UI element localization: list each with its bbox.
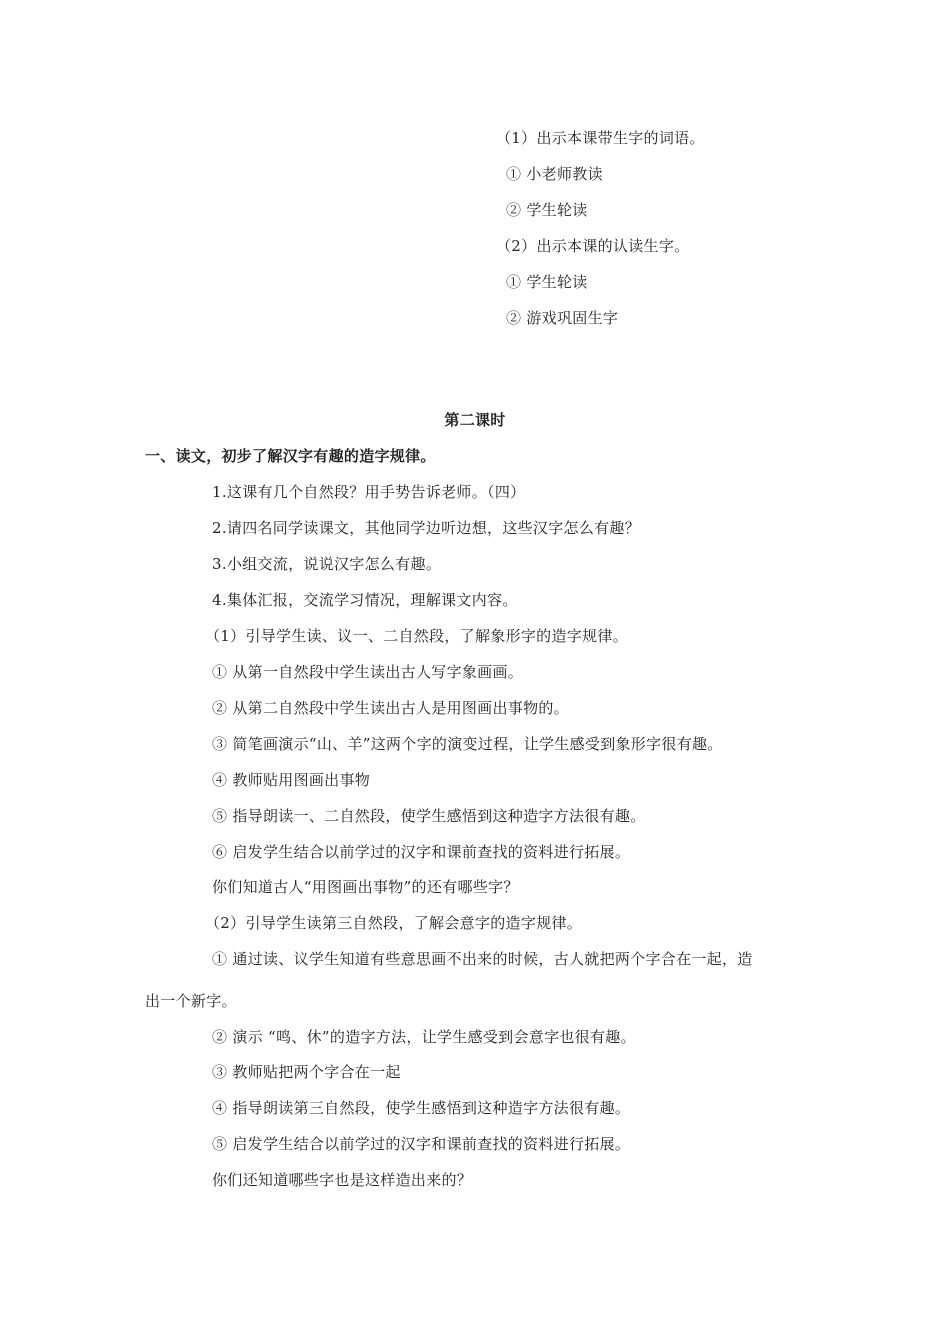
part1-question: 你们知道古人“用图画出事物”的还有哪些字？ [212, 878, 519, 896]
part1-item-2: ② 从第二自然段中学生读出古人是用图画出事物的。 [212, 699, 569, 717]
step-2: 2.请四名同学读课文，其他同学边听边想，这些汉字怎么有趣？ [212, 519, 641, 537]
part2-item-4: ④ 指导朗读第三自然段，使学生感悟到这种造字方法很有趣。 [212, 1099, 631, 1117]
step-3: 3.小组交流，说说汉字怎么有趣。 [212, 555, 442, 573]
part2-item-5: ⑤ 启发学生结合以前学过的汉字和课前查找的资料进行拓展。 [212, 1135, 631, 1153]
part2-item-3: ③ 教师贴把两个字合在一起 [212, 1063, 401, 1081]
part1-item-5: ⑤ 指导朗读一、二自然段，使学生感悟到这种造字方法很有趣。 [212, 807, 646, 825]
part2-item-2: ② 演示 “鸣、休”的造字方法，让学生感受到会意字也很有趣。 [212, 1028, 636, 1046]
step-4: 4.集体汇报，交流学习情况，理解课文内容。 [212, 591, 518, 609]
top-item-1a: ① 小老师教读 [506, 165, 603, 183]
top-item-1b: ② 学生轮读 [506, 201, 588, 219]
top-item-2a: ① 学生轮读 [506, 273, 588, 291]
part1-item-6: ⑥ 启发学生结合以前学过的汉字和课前查找的资料进行拓展。 [212, 843, 631, 861]
part1-item-4: ④ 教师贴用图画出事物 [212, 771, 371, 789]
part2-question: 你们还知道哪些字也是这样造出来的？ [212, 1171, 473, 1189]
top-item-2b: ② 游戏巩固生字 [506, 309, 619, 327]
part1-item-3: ③ 简笔画演示“山、羊”这两个字的演变过程，让学生感受到象形字很有趣。 [212, 735, 723, 753]
top-item-2: （2）出示本课的认读生字。 [496, 237, 690, 255]
section-heading: 一、读文，初步了解汉字有趣的造字规律。 [145, 447, 436, 465]
part1-item-1: ① 从第一自然段中学生读出古人写字象画画。 [212, 663, 524, 681]
section-title: 第二课时 [444, 411, 506, 429]
top-item-1: （1）出示本课带生字的词语。 [496, 129, 705, 147]
part1-title: （1）引导学生读、议一、二自然段，了解象形字的造字规律。 [205, 627, 628, 645]
part2-title: （2）引导学生读第三自然段，了解会意字的造字规律。 [205, 914, 583, 932]
part2-item-1-line1: ① 通过读、议学生知道有些意思画不出来的时候，古人就把两个字合在一起，造 [212, 950, 753, 968]
part2-item-1-line2: 出一个新字。 [145, 992, 237, 1010]
step-1: 1.这课有几个自然段？用手势告诉老师。（四） [212, 483, 526, 501]
